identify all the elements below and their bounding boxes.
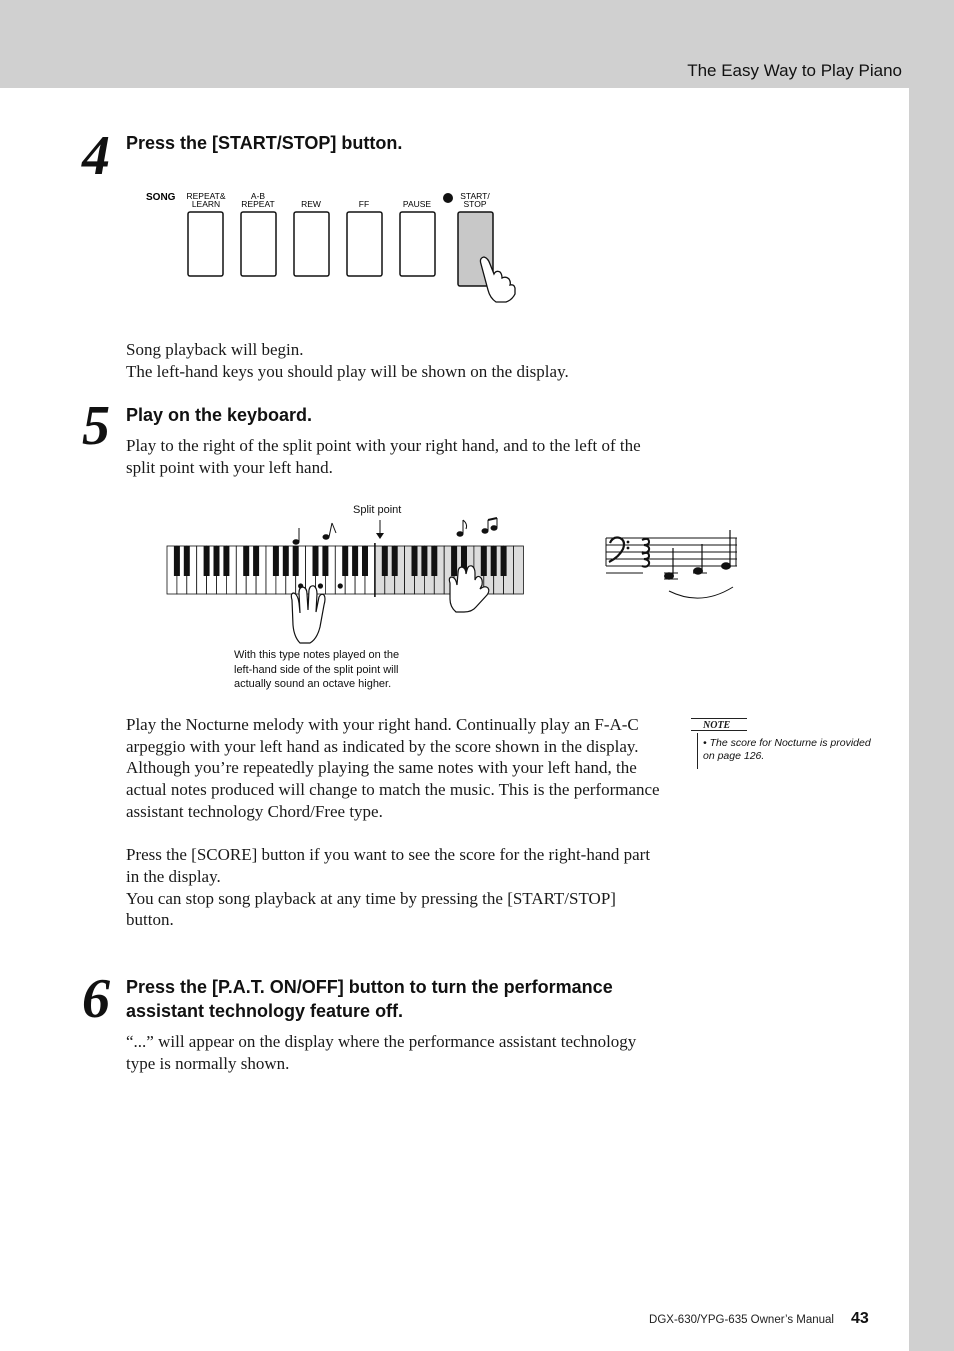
- music-notes-right-icon: [457, 518, 497, 536]
- side-band: [909, 88, 954, 1351]
- black-key: [223, 546, 229, 576]
- black-key: [214, 546, 220, 576]
- footer-manual: DGX-630/YPG-635 Owner’s Manual: [649, 1314, 834, 1326]
- black-key: [501, 546, 507, 576]
- black-key: [204, 546, 210, 576]
- time-signature-icon: [642, 539, 649, 567]
- step-4-number: 4: [82, 125, 110, 187]
- black-key: [273, 546, 279, 576]
- black-key: [253, 546, 259, 576]
- step-6-number: 6: [82, 968, 110, 1030]
- black-key: [293, 546, 299, 576]
- rew-button[interactable]: [294, 212, 329, 276]
- black-key: [184, 546, 190, 576]
- svg-text:FF: FF: [358, 199, 370, 209]
- black-key: [313, 546, 319, 576]
- pause-button[interactable]: [400, 212, 435, 276]
- ab-repeat-button[interactable]: [241, 212, 276, 276]
- nocturne-score-display: [603, 527, 743, 607]
- svg-text:A-B: A-B: [250, 191, 266, 201]
- keyboard-illustration: [160, 515, 530, 645]
- ff-button[interactable]: [347, 212, 382, 276]
- black-key: [362, 546, 368, 576]
- step-4-heading: Press the [START/STOP] button.: [126, 133, 403, 153]
- song-label: SONG: [146, 192, 176, 203]
- pressed-key-marker: [318, 583, 323, 588]
- note-label: NOTE: [691, 718, 747, 731]
- step-5-intro: Play to the right of the split point with your right hand, and to the left of the split point with your left hand.: [126, 436, 641, 477]
- start-stop-led: [443, 193, 453, 203]
- song-control-panel: [140, 186, 540, 306]
- svg-text:REW: REW: [301, 199, 321, 209]
- black-key: [412, 546, 418, 576]
- score-notes: [606, 530, 731, 579]
- black-key: [451, 546, 457, 576]
- svg-text:REPEAT&: REPEAT&: [186, 191, 226, 201]
- black-key: [382, 546, 388, 576]
- black-key: [481, 546, 487, 576]
- white-key: [514, 546, 524, 594]
- black-key: [283, 546, 289, 576]
- pressing-hand-icon: [480, 257, 515, 302]
- svg-text:START/: START/: [460, 191, 490, 201]
- black-key: [243, 546, 249, 576]
- pressed-key-marker: [338, 583, 343, 588]
- svg-text:STOP: STOP: [463, 199, 487, 209]
- svg-text:PAUSE: PAUSE: [402, 199, 432, 209]
- black-key: [392, 546, 398, 576]
- step-5-heading: Play on the keyboard.: [126, 405, 313, 425]
- bass-clef-icon: [609, 538, 624, 562]
- music-notes-left-icon: [293, 523, 336, 544]
- step-6-heading: Press the [P.A.T. ON/OFF] button to turn the performance assistant technology feature off.: [126, 977, 613, 1021]
- svg-text:LEARN: LEARN: [191, 199, 221, 209]
- black-key: [431, 546, 437, 576]
- black-key: [421, 546, 427, 576]
- step-5-number: 5: [82, 395, 110, 457]
- left-hand-icon: [291, 586, 325, 643]
- svg-text:REPEAT: REPEAT: [241, 199, 275, 209]
- section-title: The Easy Way to Play Piano: [687, 61, 902, 80]
- note-rule: [697, 733, 698, 769]
- black-key: [352, 546, 358, 576]
- black-key: [491, 546, 497, 576]
- step-5-body: Play the Nocturne melody with your right hand. Continually play an F-A-C arpeggio with your left hand as indicated by the score shown in the display. Although you’re repeatedly playing the same notes with your left hand, the actual notes produced will change to match the music. This is the performance assistant technology Chord/Free type. Press the [SCORE] button if you want to see the score for the right-hand part in the display. You can stop song playback at any time by pressing the [START/STOP] button.: [126, 715, 660, 930]
- page-number: 43: [851, 1310, 869, 1327]
- note-text: • The score for Nocturne is provided on page 126.: [703, 737, 871, 762]
- black-key: [342, 546, 348, 576]
- black-key: [322, 546, 328, 576]
- step-6-body: “...” will appear on the display where the performance assistant technology type is normally shown.: [126, 1032, 637, 1073]
- repeat-learn-button[interactable]: [188, 212, 223, 276]
- keyboard-caption: With this type notes played on the left-hand side of the split point will actually sound an octave higher.: [234, 649, 400, 690]
- slur-icon: [669, 587, 733, 598]
- step-4-body: Song playback will begin. The left-hand keys you should play will be shown on the display.: [126, 340, 569, 381]
- split-point-label: Split point: [353, 504, 402, 516]
- black-key: [174, 546, 180, 576]
